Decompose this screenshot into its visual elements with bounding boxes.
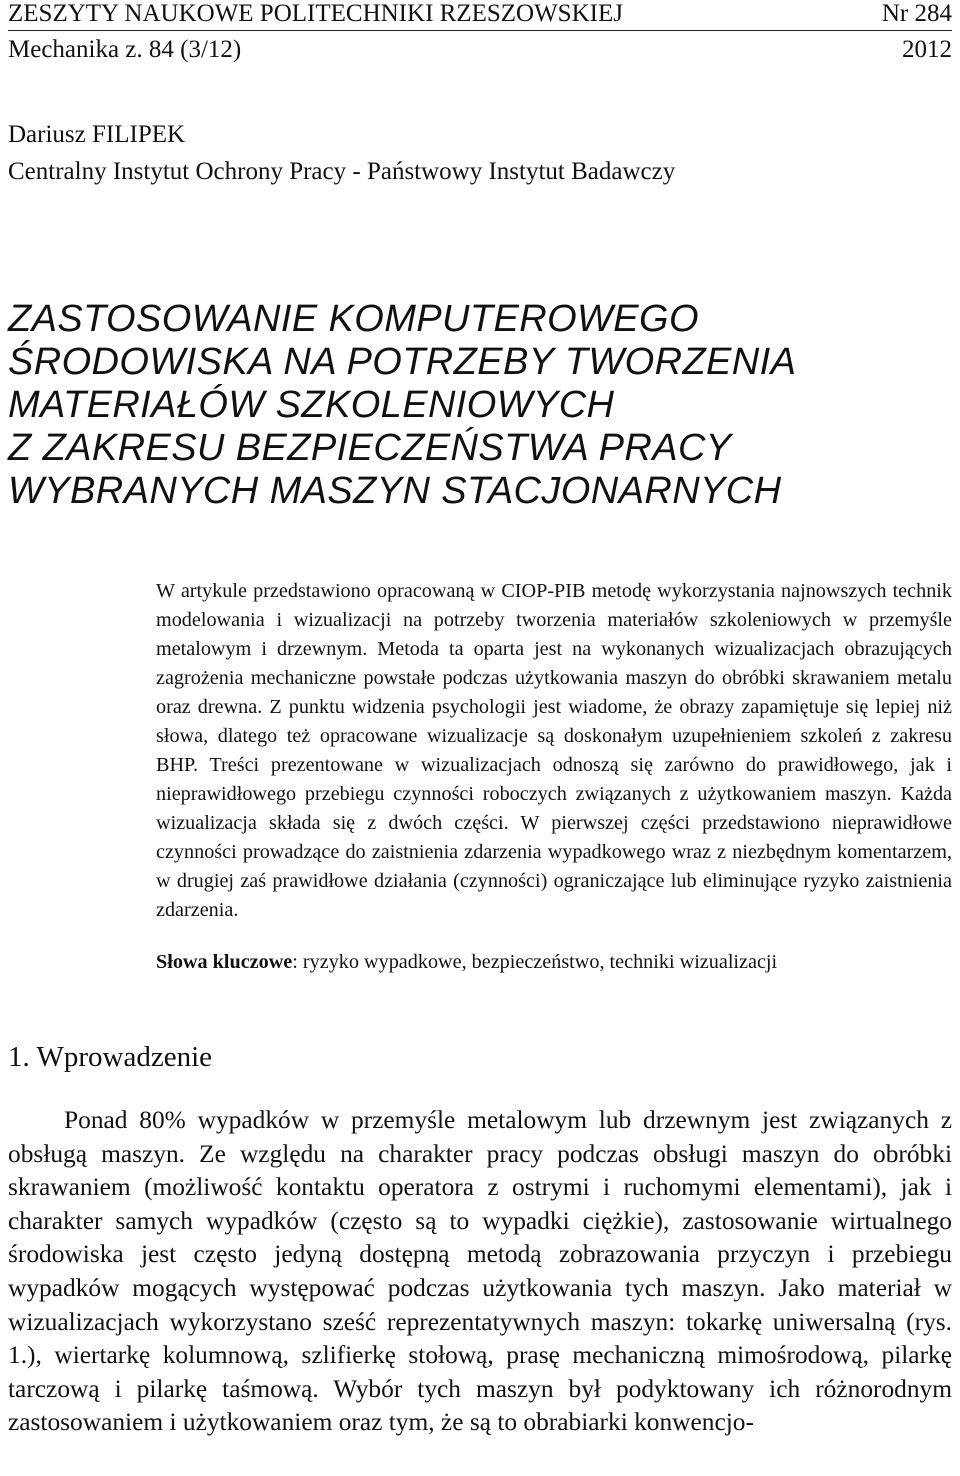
journal-name: ZESZYTY NAUKOWE POLITECHNIKI RZESZOWSKIEJ	[8, 0, 623, 27]
header-rule	[8, 30, 952, 31]
publication-year: 2012	[902, 36, 952, 63]
title-line: Z ZAKRESU BEZPIECZEŃSTWA PRACY	[8, 427, 732, 469]
article-title	[8, 298, 952, 513]
title-line: MATERIAŁÓW SZKOLENIOWYCH	[8, 384, 615, 426]
abstract-text: W artykule przedstawiono opracowaną w CIOP-PIB metodę wykorzystania najnowszych technik modelowania i wizualizacji na potrzeby tworzenia materiałów szkoleniowych w przemyśle metalowym i drzewnym. Metoda ta oparta jest na wykonanych wizualizacjach obrazujących zagrożenia mechaniczne powstałe podczas użytkowania maszyn do obróbki skrawaniem metalu oraz drewna. Z punktu widzenia psychologii jest wiadome, że obrazy zapamiętuje się lepiej niż słowa, dlatego też opracowane wizualizacje są doskonałym uzupełnieniem szkoleń z zakresu BHP. Treści prezentowane w wizualizacjach odnoszą się zarówno do prawidłowego, jak i nieprawidłowego przebiegu czynności roboczych związanych z użytkowaniem maszyn. Każda wizualizacja składa się z dwóch części. W pierwszej części przedstawiono nieprawidłowe czynności prowadzące do zaistnienia zdarzenia wypadkowego wraz z niezbędnym komentarzem, w drugiej zaś prawidłowe działania (czynności) ograniczające lub eliminujące ryzyko zaistnienia zdarzenia.	[156, 580, 952, 921]
keywords-label: Słowa kluczowe	[156, 951, 293, 973]
keywords-text: ryzyko wypadkowe, bezpieczeństwo, techniki wizualizacji	[302, 951, 778, 973]
title-line: ZASTOSOWANIE KOMPUTEROWEGO	[8, 298, 699, 340]
issue-number: Nr 284	[881, 0, 952, 27]
section-paragraph: Ponad 80% wypadków w przemyśle metalowym lub drzewnym jest związanych z obsługą maszyn. Ze względu na charakter pracy podczas obsługi maszyn do obróbki skrawaniem (możliwość kontaktu operatora z ostrymi i ruchomymi elementami), jak i charakter samych wypadków (często są to wypadki ciężkie), zastosowanie wirtualnego środowiska jest często jedyną dostępną metodą zobrazowania przyczyn i przebiegu wypadków mogących występować podczas użytkowania tych maszyn. Jako materiał w wizualizacjach wykorzystano sześć reprezentatywnych maszyn: tokarkę uniwersalną (rys. 1.), wiertarkę kolumnową, szlifierkę stołową, prasę mechaniczną mimośrodową, pilarkę tarczową i pilarkę taśmową. Wybór tych maszyn był podyktowany ich różnorodnym zastosowaniem i użytkowaniem oraz tym, że są to obrabiarki konwencjo-	[8, 1106, 952, 1437]
title-line: WYBRANYCH MASZYN STACJONARNYCH	[8, 470, 782, 512]
title-line: ŚRODOWISKA NA POTRZEBY TWORZENIA	[8, 341, 797, 383]
author-affiliation: Centralny Instytut Ochrony Pracy - Państwowy Instytut Badawczy	[8, 158, 676, 185]
series-volume: Mechanika z. 84 (3/12)	[8, 36, 242, 63]
keywords	[156, 948, 952, 977]
author-name: Dariusz FILIPEK	[8, 121, 186, 148]
section-heading: 1. Wprowadzenie	[8, 1041, 212, 1073]
keywords-separator: :	[292, 951, 303, 973]
